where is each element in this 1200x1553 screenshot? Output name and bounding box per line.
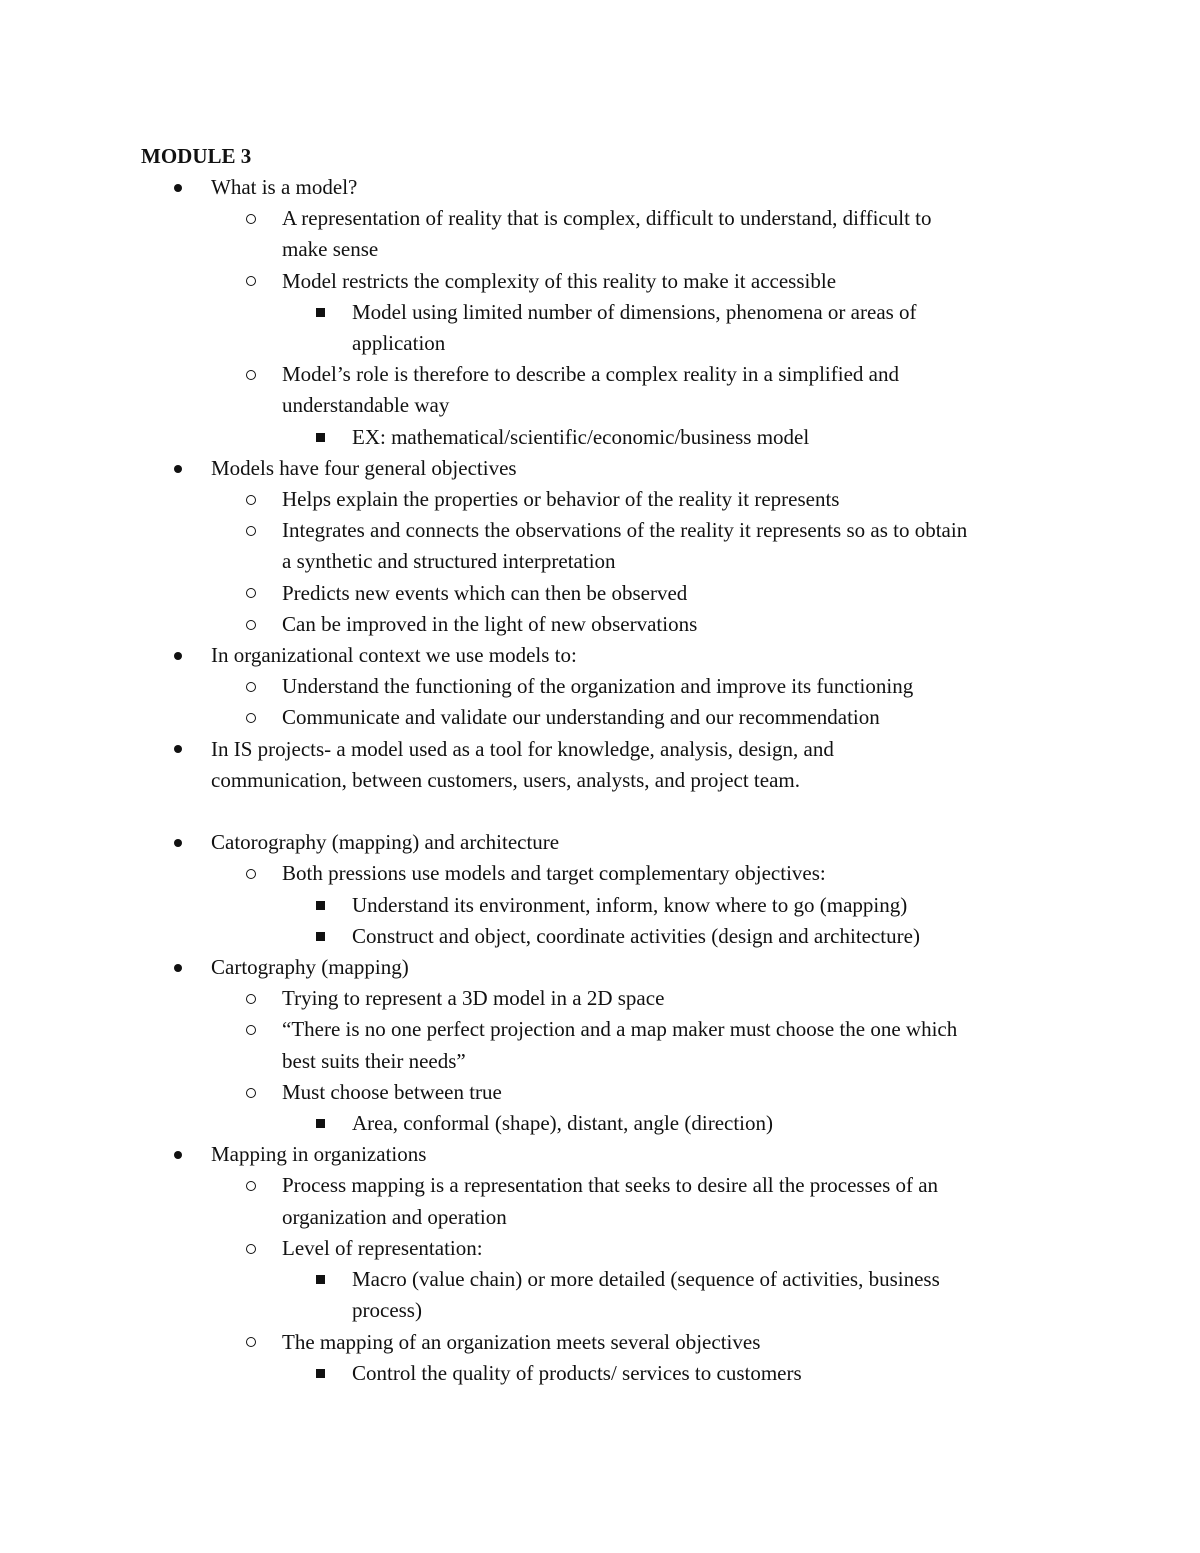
bullet-square-icon xyxy=(316,1358,325,1389)
list-item xyxy=(0,390,1200,421)
list-item xyxy=(0,1046,1200,1077)
bullet-ring-icon xyxy=(246,1327,256,1358)
list-item xyxy=(0,1202,1200,1233)
list-item xyxy=(0,453,1200,484)
list-item-text: Predicts new events which can then be observed xyxy=(282,580,688,605)
list-item-text: Level of representation: xyxy=(282,1235,483,1260)
bullet-ring-icon xyxy=(246,484,256,515)
bullet-ring-icon xyxy=(246,609,256,640)
list-item xyxy=(0,1233,1200,1264)
bullet-dot-icon xyxy=(174,827,182,858)
list-item-text: Catorography (mapping) and architecture xyxy=(211,830,560,855)
bullet-dot-icon xyxy=(174,1139,182,1170)
list-item xyxy=(0,422,1200,453)
list-item xyxy=(0,1295,1200,1326)
list-item-text: Process mapping is a representation that seeks to desire all the processes of an xyxy=(282,1173,939,1198)
list-item xyxy=(0,546,1200,577)
list-item xyxy=(0,609,1200,640)
bullet-square-icon xyxy=(316,890,325,921)
list-item-text: Integrates and connects the observations of the reality it represents so as to obtain xyxy=(282,518,968,543)
list-item-text: Understand its environment, inform, know where to go (mapping) xyxy=(352,892,908,917)
list-item xyxy=(0,1264,1200,1295)
list-item xyxy=(0,359,1200,390)
bullet-ring-icon xyxy=(246,983,256,1014)
list-item-text: The mapping of an organization meets several objectives xyxy=(282,1329,761,1354)
bullet-square-icon xyxy=(316,297,325,328)
list-item-text: What is a model? xyxy=(211,175,358,199)
list-item-text: In organizational context we use models to: xyxy=(211,643,577,668)
list-item-text: Models have four general objectives xyxy=(211,455,517,480)
list-item xyxy=(0,1327,1200,1358)
list-item xyxy=(0,1014,1200,1045)
list-item xyxy=(0,1139,1200,1170)
list-item-text: Model restricts the complexity of this reality to make it accessible xyxy=(282,268,837,293)
bullet-ring-icon xyxy=(246,266,256,297)
bullet-dot-icon xyxy=(174,640,182,671)
list-item xyxy=(0,266,1200,297)
list-item xyxy=(0,1108,1200,1139)
list-item xyxy=(0,1077,1200,1108)
list-item-text: Area, conformal (shape), distant, angle (direction) xyxy=(352,1111,773,1136)
bullet-square-icon xyxy=(316,921,325,952)
bullet-list xyxy=(0,172,1200,1389)
list-item-text: Macro (value chain) or more detailed (sequence of activities, business xyxy=(352,1267,940,1292)
list-item-text: a synthetic and structured interpretation xyxy=(282,549,616,574)
list-item xyxy=(0,328,1200,359)
list-item xyxy=(0,983,1200,1014)
list-item-text: understandable way xyxy=(282,393,450,418)
list-item xyxy=(0,515,1200,546)
list-item xyxy=(0,952,1200,983)
list-item xyxy=(0,734,1200,765)
bullet-ring-icon xyxy=(246,359,256,390)
list-item-text: “There is no one perfect projection and a map maker must choose the one which xyxy=(282,1017,958,1042)
bullet-ring-icon xyxy=(246,203,256,234)
bullet-dot-icon xyxy=(174,172,182,203)
bullet-ring-icon xyxy=(246,515,256,546)
list-item xyxy=(0,234,1200,265)
bullet-ring-icon xyxy=(246,1014,256,1045)
list-item-text: A representation of reality that is complex, difficult to understand, difficult to xyxy=(282,206,932,231)
bullet-square-icon xyxy=(316,1264,325,1295)
bullet-ring-icon xyxy=(246,1233,256,1264)
bullet-ring-icon xyxy=(246,702,256,733)
list-item-text: EX: mathematical/scientific/economic/business model xyxy=(352,424,810,449)
bullet-dot-icon xyxy=(174,734,182,765)
list-item-text: application xyxy=(352,331,446,356)
list-item xyxy=(0,172,1200,203)
list-spacer xyxy=(0,796,1200,827)
bullet-ring-icon xyxy=(246,858,256,889)
page-title: MODULE 3 xyxy=(141,144,252,168)
list-item-text: Must choose between true xyxy=(282,1079,502,1104)
list-item xyxy=(0,858,1200,889)
list-item xyxy=(0,640,1200,671)
list-item xyxy=(0,671,1200,702)
list-item-text: Construct and object, coordinate activities (design and architecture) xyxy=(352,923,920,948)
bullet-dot-icon xyxy=(174,952,182,983)
list-item-text: best suits their needs” xyxy=(282,1048,466,1073)
list-item xyxy=(0,1358,1200,1389)
list-item-text: Model’s role is therefore to describe a complex reality in a simplified and xyxy=(282,362,899,387)
list-item-text: Control the quality of products/ services to customers xyxy=(352,1360,802,1385)
list-item xyxy=(0,297,1200,328)
list-item-text: Both pressions use models and target complementary objectives: xyxy=(282,861,826,886)
bullet-ring-icon xyxy=(246,1170,256,1201)
list-item-text: In IS projects- a model used as a tool for knowledge, analysis, design, and xyxy=(211,736,834,761)
bullet-ring-icon xyxy=(246,1077,256,1108)
list-item xyxy=(0,1170,1200,1201)
list-item xyxy=(0,827,1200,858)
list-item xyxy=(0,484,1200,515)
list-item-text: Communicate and validate our understanding and our recommendation xyxy=(282,705,880,730)
list-item-text: make sense xyxy=(282,237,379,262)
bullet-ring-icon xyxy=(246,671,256,702)
list-item-text: Model using limited number of dimensions, phenomena or areas of xyxy=(352,299,917,324)
list-item-text: communication, between customers, users, analysts, and project team. xyxy=(211,767,800,792)
list-item xyxy=(0,578,1200,609)
list-item xyxy=(0,921,1200,952)
list-item-text: Trying to represent a 3D model in a 2D space xyxy=(282,986,665,1011)
list-item xyxy=(0,702,1200,733)
bullet-ring-icon xyxy=(246,578,256,609)
list-item-text: organization and operation xyxy=(282,1204,507,1229)
list-item-text: Understand the functioning of the organization and improve its functioning xyxy=(282,674,914,699)
list-item-text: Mapping in organizations xyxy=(211,1142,427,1167)
bullet-dot-icon xyxy=(174,453,182,484)
list-item-text: Cartography (mapping) xyxy=(211,955,409,980)
list-item xyxy=(0,203,1200,234)
bullet-square-icon xyxy=(316,422,325,453)
list-item xyxy=(0,765,1200,796)
list-item-text: Can be improved in the light of new observations xyxy=(282,611,698,636)
list-item-text: Helps explain the properties or behavior of the reality it represents xyxy=(282,487,840,512)
list-item xyxy=(0,890,1200,921)
list-item-text: process) xyxy=(352,1298,422,1323)
bullet-square-icon xyxy=(316,1108,325,1139)
